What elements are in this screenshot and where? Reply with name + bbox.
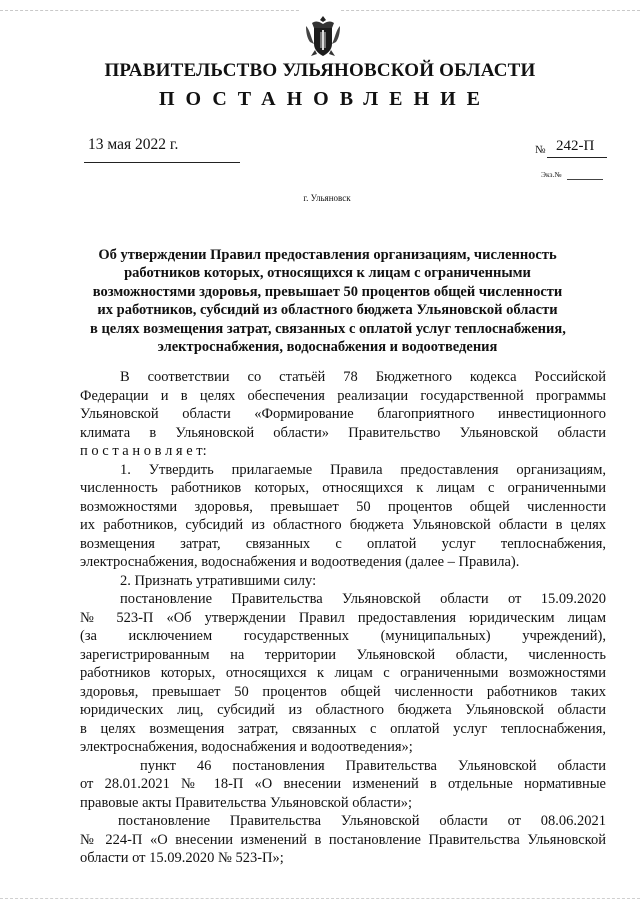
decree-type-title: ПОСТАНОВЛЕНИЕ bbox=[159, 88, 491, 110]
body-line: от 28.01.2021 № 18-П «О внесении изменений в отдельные нормативные bbox=[80, 776, 606, 792]
subject-line: работников которых, относящихся к лицам с ограниченными bbox=[124, 265, 531, 282]
body-line: электроснабжения, водоснабжения и водоотведения (далее – Правила). bbox=[80, 554, 520, 570]
body-line: Федерации и в целях обеспечения реализации государственной программы bbox=[80, 387, 606, 404]
body-line: возмещения затрат, связанных с оплатой услуг теплоснабжения, bbox=[80, 535, 606, 552]
decree-number: 242-П bbox=[556, 138, 595, 154]
body-line: № 523-П «Об утверждении Правил предоставления юридическим лицам bbox=[80, 609, 606, 626]
scan-edge-bottom bbox=[0, 898, 640, 899]
body-line: пункт 46 постановления Правительства Ульяновской области bbox=[140, 757, 606, 774]
body-line: п о с т а н о в л я е т: bbox=[80, 443, 207, 459]
body-line: численность работников которых, относящихся к лицам с ограниченными bbox=[80, 480, 606, 496]
subject-line: возможностями здоровья, превышает 50 процентов общей численности bbox=[92, 283, 563, 300]
body-line: В соответствии со статьёй 78 Бюджетного кодекса Российской bbox=[120, 369, 606, 385]
government-name: ПРАВИТЕЛЬСТВО УЛЬЯНОВСКОЙ ОБЛАСТИ bbox=[104, 60, 536, 81]
decree-date: 13 мая 2022 г. bbox=[88, 136, 179, 153]
body-line: постановление Правительства Ульяновской области от 08.06.2021 bbox=[118, 813, 606, 829]
body-line: климата в Ульяновской области» Правительство Ульяновской области bbox=[80, 424, 606, 441]
body-line: здоровья, превышает 50 процентов общей численности работников таких bbox=[80, 683, 606, 700]
body-line: области от 15.09.2020 № 523-П»; bbox=[80, 850, 284, 866]
date-underline bbox=[84, 162, 240, 163]
subject-line: в целях возмещения затрат, связанных с оплатой услуг теплоснабжения, bbox=[90, 320, 566, 337]
number-sign: № bbox=[535, 144, 546, 156]
body-line: их работников, субсидий из областного бюджета Ульяновской области в целях bbox=[80, 517, 606, 533]
city-name: г. Ульяновск bbox=[303, 193, 351, 203]
body-line: Ульяновской области «Формирование благоприятного инвестиционного bbox=[80, 406, 606, 422]
body-line: возможностями здоровья, превышает 50 процентов общей численности bbox=[80, 498, 606, 515]
body-line: № 224-П «О внесении изменений в постановление Правительства Ульяновской bbox=[80, 831, 606, 848]
subject-line: Об утверждении Правил предоставления организациям, численность bbox=[98, 247, 557, 263]
number-underline bbox=[547, 157, 607, 158]
decree-subject bbox=[90, 246, 565, 356]
body-line: в целях возмещения затрат, связанных с оплатой услуг теплоснабжения, bbox=[80, 720, 606, 737]
copy-number-underline bbox=[567, 179, 603, 180]
copy-number-label: Экз.№ bbox=[541, 170, 562, 179]
body-line: 1. Утвердить прилагаемые Правила предоставления организациям, bbox=[120, 461, 606, 478]
body-line: работников которых, относящихся к лицам с ограниченными возможностями bbox=[80, 665, 606, 681]
body-line: электроснабжения, водоснабжения и водоотведения»; bbox=[80, 739, 413, 755]
subject-line: их работников, субсидий из областного бюджета Ульяновской области bbox=[97, 302, 558, 319]
body-line: (за исключением государственных (муниципальных) учреждений), bbox=[80, 628, 606, 644]
body-line: правовые акты Правительства Ульяновской области»; bbox=[80, 794, 413, 811]
body-line: 2. Признать утратившими силу: bbox=[120, 572, 317, 589]
subject-line: электроснабжения, водоснабжения и водоотведения bbox=[157, 339, 498, 356]
decree-body bbox=[80, 368, 606, 868]
body-line: юридических лиц, субсидий из областного бюджета Ульяновской области bbox=[80, 702, 606, 718]
body-line: постановление Правительства Ульяновской области от 15.09.2020 bbox=[120, 591, 606, 607]
coat-of-arms-emblem bbox=[302, 14, 344, 58]
body-line: зарегистрированным на территории Ульяновской области, численность bbox=[80, 646, 606, 663]
scan-edge-top bbox=[0, 10, 640, 11]
